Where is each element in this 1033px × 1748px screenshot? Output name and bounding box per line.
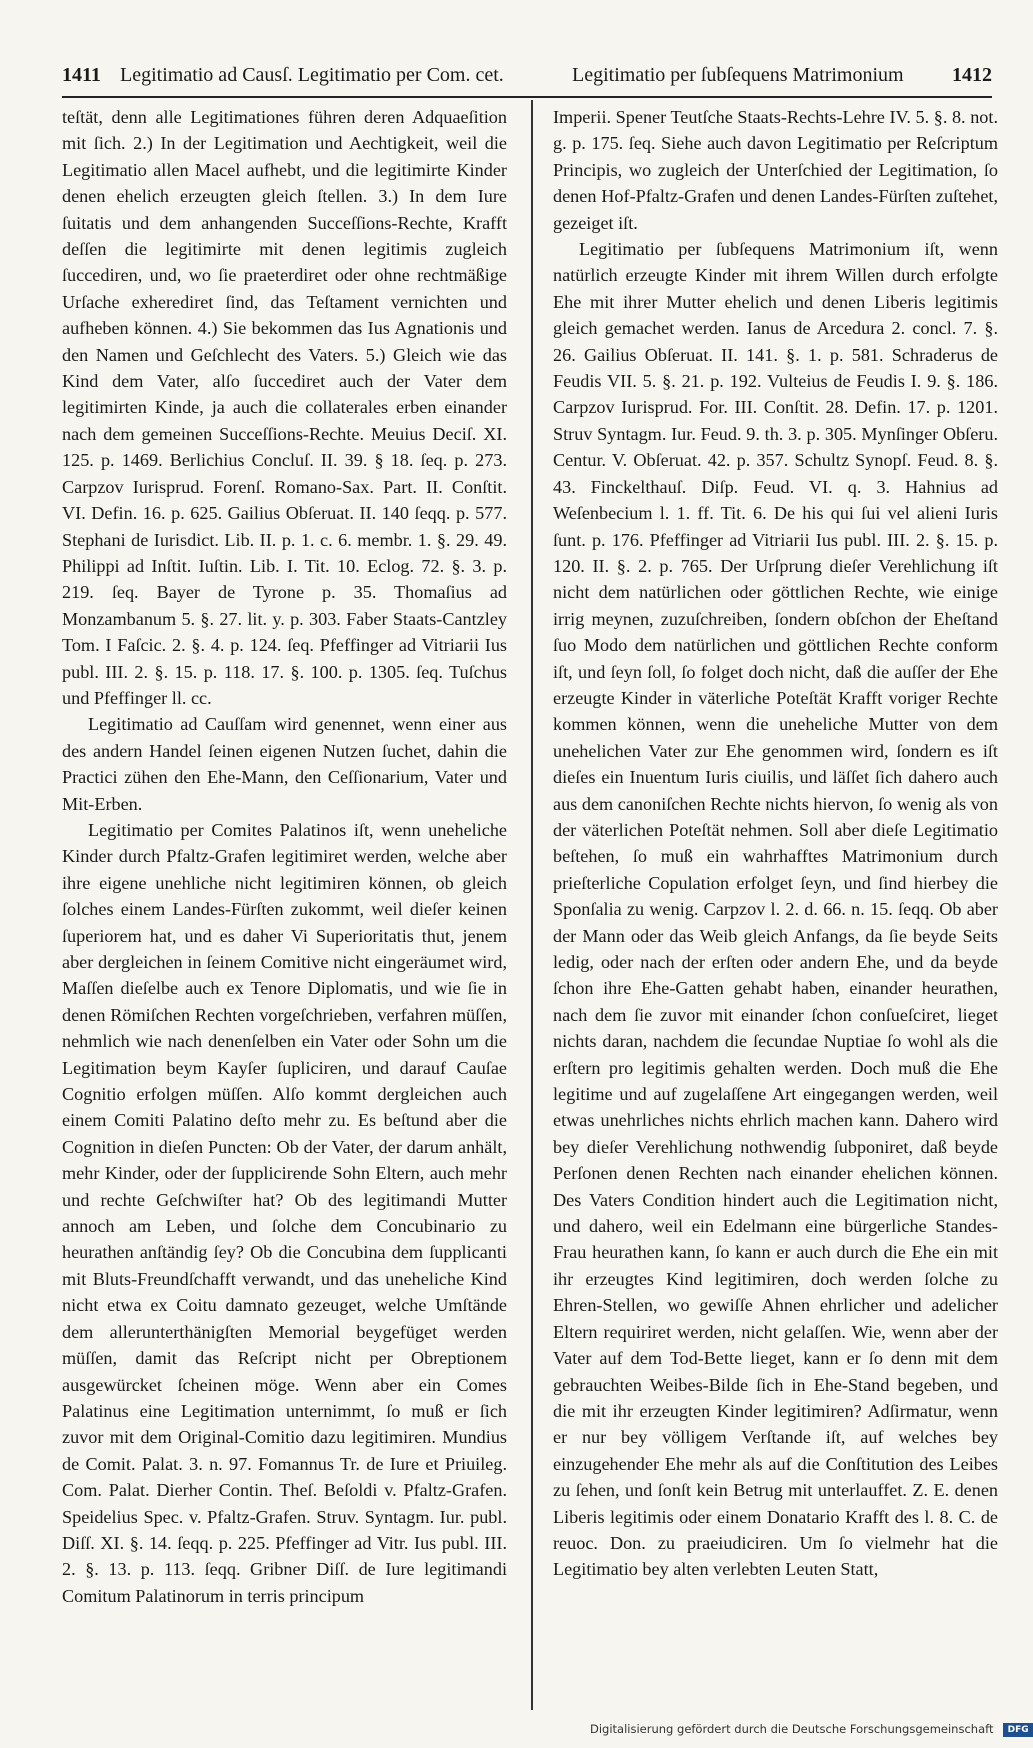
- left-page-number: 1411: [62, 64, 101, 86]
- right-paragraph: Imperii. Spener Teutſche Staats-Rechts-Lehre IV. 5. §. 8. not. g. p. 175. ſeq. Siehe auch davon Legitimatio per Reſcriptum Principis, wo zugleich der Unterſchied der Legitimation, ſo denen Hof-Pfaltz-Grafen und denen Landes-Fürſten zuſtehet, gezeiget iſt.: [553, 107, 998, 233]
- right-page-number: 1412: [952, 64, 992, 86]
- right-running-title: Legitimatio per ſubſequens Matrimonium: [572, 64, 904, 86]
- column-divider: [531, 100, 533, 1710]
- page-header: [62, 64, 992, 92]
- left-paragraph: teſtät, denn alle Legitimationes führen deren Adquaeſition mit ſich. 2.) In der Legitimation und Aechtigkeit, weil die Legitimatio allen Macel aufhebt, und die legitimirte Kinder denen ehelich erzeugten gleich ſtellen. 3.) In dem Iure ſuitatis und dem anhangenden Succeſſions-Rechte, Krafft deſſen die legitimirte mit denen legitimis zugleich ſuccediren, und, wo ſie praeterdiret oder ohne rechtmäßige Urſache exherediret ſind, das Teſtament vernichten und aufheben können. 4.) Sie bekommen das Ius Agnationis und den Namen und Geſchlecht des Vaters. 5.) Gleich wie das Kind dem Vater, alſo ſuccediret auch der Vater dem legitimirten Kinde, ja auch die collaterales erben einander nach dem gemeinen Succeſſions-Rechte. Meuius Deciſ. XI. 125. p. 1469. Berlichius Concluſ. II. 39. § 18. ſeq. p. 273. Carpzov Iurisprud. Forenſ. Romano-Sax. Part. II. Conſtit. VI. Defin. 16. p. 625. Gailius Obſeruat. II. 140 ſeqq. p. 577. Stephani de Iurisdict. Lib. II. p. 1. c. 6. membr. 1. §. 29. 49. Philippi ad Inſtit. Iuſtin. Lib. I. Tit. 10. Eclog. 72. §. 3. p. 219. ſeq. Bayer de Tyrone p. 35. Thomaſius ad Monzambanum 5. §. 27. lit. y. p. 303. Faber Staats-Cantzley Tom. I Faſcic. 2. §. 4. p. 124. ſeq. Pfeffinger ad Vitriarii Ius publ. III. 2. §. 15. p. 118. 17. §. 100. p. 1305. ſeq. Tuſchus und Pfeffinger ll. cc.: [62, 107, 507, 708]
- dfg-logo: DFG: [1003, 1723, 1033, 1737]
- digitization-footer: [590, 1722, 1029, 1742]
- right-text-column: [553, 104, 998, 1709]
- footer-credit: Digitalisierung gefördert durch die Deutsche Forschungsgemeinschaft: [590, 1722, 994, 1736]
- right-paragraph: Legitimatio per ſubſequens Matrimonium iſt, wenn natürlich erzeugte Kinder mit ihrem Willen durch erfolgte Ehe mit ihrer Mutter ehelich und denen Liberis legitimis gleich gemachet werden. Ianus de Arcedura 2. concl. 7. §. 26. Gailius Obſeruat. II. 141. §. 1. p. 581. Schraderus de Feudis VII. 5. §. 21. p. 192. Vulteius de Feudis I. 9. §. 186. Carpzov Iurisprud. For. III. Conſtit. 28. Defin. 17. p. 1201. Struv Syntagm. Iur. Feud. 9. th. 3. p. 305. Mynſinger Obſeru. Centur. V. Obſeruat. 42. p. 357. Schultz Synopſ. Feud. 8. §. 43. Finckelthauſ. Diſp. Feud. VI. q. 3. Hahnius ad Weſenbecium l. 1. ff. Tit. 6. De his qui ſui vel alieni Iuris ſunt. p. 176. Pfeffinger ad Vitriarii Ius publ. III. 2. §. 15. p. 120. II. §. 2. p. 765. Der Urſprung dieſer Verehlichung iſt nicht dem natürlichen oder göttlichen Rechte, wie einige irrig meynen, zuzuſchreiben, ſondern obſchon der Eheſtand ſuo Modo dem natürlichen und göttlichen Rechte conform iſt, und ſeyn ſoll, ſo folget doch nicht, daß die auſſer der Ehe erzeugte Kinder in väterliche Poteſtät Krafft voriger Rechte kommen können, wenn die uneheliche Mutter von dem unehelichen Vater zur Ehe genommen wird, ſondern es iſt dieſes ein Inuentum Iuris ciuilis, und läſſet ſich dahero auch aus dem canoniſchen Rechte nichts hiervon, ſo wenig als von der väterlichen Poteſtät nehmen. Soll aber dieſe Legitimatio beſtehen, ſo muß ein wahrhafftes Matrimonium durch prieſterliche Copulation erfolget ſeyn, und ſind hierbey die Sponſalia zu wenig. Carpzov l. 2. d. 66. n. 15. ſeqq. Ob aber der Mann oder das Weib gleich Anfangs, da ſie beyde Seits ledig, oder nach der erſten oder andern Ehe, und da beyde ſchon ihre Ehe-Gatten gehabt haben, einander heurathen, nach dem ſie zuvor mit einander ſchon conſueſciret, lieget nichts daran, nachdem die ſecundae Nuptiae ſo wohl als die erſtern pro legitimis gehalten werden. Doch muß die Ehe legitime und auf zugelaſſene Art eingegangen werden, weil etwas unehrliches nichts ehrlich machen kann. Dahero wird bey dieſer Verehlichung nothwendig ſubponiret, daß beyde Perſonen denen Rechten nach einander ehelichen können. Des Vaters Condition hindert auch die Legitimation nicht, und dahero, weil ein Edelmann eine bürgerliche Standes-Frau heurathen kann, ſo kann er auch durch die Ehe ein mit ihr erzeugtes Kind legitimiren, doch werden ſolche zu Ehren-Stellen, wo gewiſſe Ahnen ehrlicher und adelicher Eltern requiriret werden, nicht gelaſſen. Wie, wenn aber der Vater auf dem Tod-Bette lieget, kann er ſo denn mit dem gebrauchten Weibes-Bilde ſich in Ehe-Stand begeben, und die mit ihr erzeugten Kinder legitimiren? Adſirmatur, wenn er nur bey völligem Verſtande iſt, auf welches bey einzugehender Ehe mehr als auf die Conſtitution des Leibes zu ſehen, und ſonſt kein Betrug mit unterlauffet. Z. E. denen Liberis legitimis oder einem Donatario Krafft des l. 8. C. de reuoc. Don. zu praeiudiciren. Um ſo vielmehr hat die Legitimatio bey alten verlebten Leuten Statt,: [553, 239, 998, 1580]
- left-paragraph: Legitimatio ad Cauſſam wird genennet, wenn einer aus des andern Handel ſeinen eigenen Nutzen ſuchet, dahin die Practici zühen den Ehe-Mann, den Ceſſionarium, Vater und Mit-Erben.: [62, 714, 507, 814]
- left-paragraph: Legitimatio per Comites Palatinos iſt, wenn uneheliche Kinder durch Pfaltz-Grafen legitimiret werden, welche aber ihre eigene unehliche nicht legitimiren können, ob gleich ſolches einem Landes-Fürſten zukommt, weil dieſer keinen ſuperiorem hat, und es daher Vi Superioritatis thut, jenem aber dergleichen in ſeinem Comitive nicht eingeräumet wird, Maſſen dieſelbe auch ex Tenore Diplomatis, und wie ſie in denen Römiſchen Rechten vorgeſchrieben, verfahren müſſen, nehmlich wie nach denenſelben ein Vater oder Sohn um die Legitimation beym Kayſer ſupliciren, und darauf Cauſae Cognitio erfolgen müſſen. Alſo kommt dergleichen auch einem Comiti Palatino deſto mehr zu. Es beſtund aber die Cognition in dieſen Puncten: Ob der Vater, der darum anhält, mehr Kinder, oder der ſupplicirende Sohn Eltern, auch mehr und rechte Geſchwiſter hat? Ob des legitimandi Mutter annoch am Leben, und ſolche dem Concubinario zu heurathen anſtändig ſey? Ob die Concubina dem ſupplicanti mit Bluts-Freundſchafft verwandt, und das uneheliche Kind nicht etwa ex Coitu damnato gezeuget, welche Umſtände dem allerunterthänigſten Memorial beygefüget werden müſſen, damit das Reſcript nicht per Obreptionem ausgewürcket ſcheinen möge. Wenn aber ein Comes Palatinus eine Legitimation unternimmt, ſo muß er ſich zuvor mit dem Original-Comitio dazu legitimiren. Mundius de Comit. Palat. 3. n. 97. Fomannus Tr. de Iure et Priuileg. Com. Palat. Dierher Contin. Theſ. Beſoldi v. Pfaltz-Grafen. Speidelius Spec. v. Pfaltz-Grafen. Struv. Syntagm. Iur. publ. Diſſ. XI. §. 14. ſeqq. p. 225. Pfeffinger ad Vitr. Ius publ. III. 2. §. 13. p. 113. ſeqq. Gribner Diſſ. de Iure legitimandi Comitum Palatinorum in terris principum: [62, 819, 507, 1606]
- header-rule: [62, 96, 992, 98]
- left-text-column: [62, 104, 507, 1709]
- left-running-title: Legitimatio ad Causſ. Legitimatio per Com. cet.: [120, 64, 504, 86]
